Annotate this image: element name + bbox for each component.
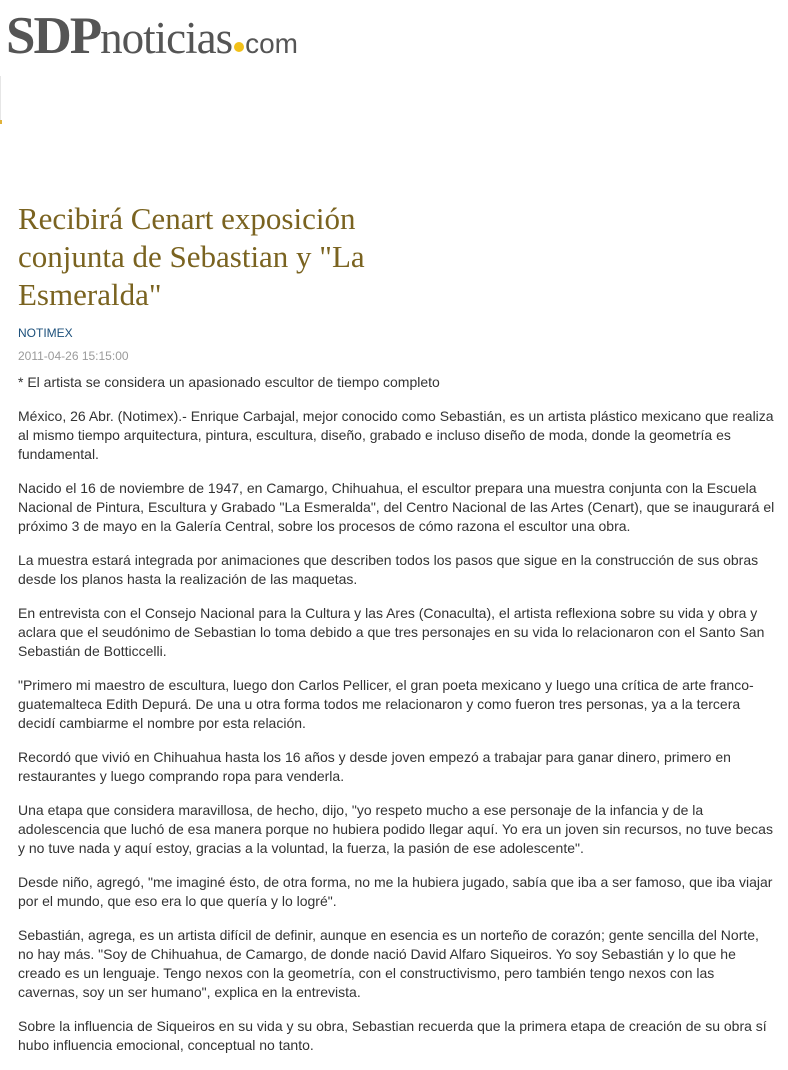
article — [18, 200, 778, 1070]
side-accent-mark — [0, 120, 2, 124]
article-paragraph: Recordó que vivió en Chihuahua hasta los 16 años y desde joven empezó a trabajar para ganar dinero, primero en restaurantes y luego comprando ropa para venderla. — [18, 749, 731, 784]
article-paragraph: "Primero mi maestro de escultura, luego don Carlos Pellicer, el gran poeta mexicano y luego una crítica de arte franco-guatemalteca Edith Depurá. De una u otra forma todos me relacionaron y como fueron tres personas, ya a la tercera decidí cambiarme el nombre por esta relación. — [18, 677, 754, 731]
logo-sdp-text: SDP — [6, 7, 101, 65]
logo-dot-icon — [234, 42, 244, 52]
side-divider — [0, 76, 1, 122]
article-headline: Recibirá Cenart exposición conjunta de Sebastian y "La Esmeralda" — [18, 201, 365, 312]
logo-domain-text: com — [245, 28, 299, 59]
article-paragraph: México, 26 Abr. (Notimex).- Enrique Carbajal, mejor conocido como Sebastián, es un artista plástico mexicano que realiza al mismo tiempo arquitectura, pintura, escultura, diseño, grabado e incluso diseño de moda, donde la geometría es fundamental. — [18, 408, 774, 462]
article-paragraph: Sebastián, agrega, es un artista difícil de definir, aunque en esencia es un norteño de corazón; gente sencilla del Norte, no hay más. "Soy de Chihuahua, de Camargo, de donde nació David Alfaro Siqueiros. Yo soy Sebastián y lo que he creado es un lenguaje. Tengo nexos con la geometría, con el constructivismo, pero también tengo nexos con las cavernas, soy un ser humano", explica en la entrevista. — [18, 927, 759, 1000]
article-paragraph: Desde niño, agregó, "me imaginé ésto, de otra forma, no me la hubiera jugado, sabía que iba a ser famoso, que iba viajar por el mundo, que eso era lo que quería y lo logré". — [18, 874, 773, 909]
article-timestamp: 2011-04-26 15:15:00 — [18, 349, 129, 363]
article-paragraph: Sobre la influencia de Siqueiros en su vida y su obra, Sebastian recuerda que la primera etapa de creación de su obra sí hubo influencia emocional, conceptual no tanto. — [18, 1018, 767, 1053]
article-paragraph: En entrevista con el Consejo Nacional para la Cultura y las Ares (Conaculta), el artista reflexiona sobre su vida y obra y aclara que el seudónimo de Sebastian lo toma debido a que tres personajes en su vida lo relacionaron con el Santo San Sebastián de Botticcelli. — [18, 605, 765, 659]
article-paragraph: Nacido el 16 de noviembre de 1947, en Camargo, Chihuahua, el escultor prepara una muestra conjunta con la Escuela Nacional de Pintura, Escultura y Grabado "La Esmeralda", del Centro Nacional de las Artes (Cenart), que se inaugurará el próximo 3 de mayo en la Galería Central, sobre los procesos de cómo razona el escultor una obra. — [18, 480, 775, 534]
site-logo[interactable] — [6, 7, 299, 72]
article-paragraph: La muestra estará integrada por animaciones que describen todos los pasos que sigue en la construcción de sus obras desde los planos hasta la realización de las maquetas. — [18, 552, 759, 587]
article-source-link[interactable]: NOTIMEX — [18, 326, 73, 340]
logo-noticias-text: noticias — [100, 13, 233, 63]
article-summary: * El artista se considera un apasionado escultor de tiempo completo — [18, 374, 440, 390]
article-paragraph: Una etapa que considera maravillosa, de hecho, dijo, "yo respeto mucho a ese personaje de la infancia y de la adolescencia que luchó de esa manera porque no hubiera podido llegar aquí. Yo era un joven sin recursos, no tuve becas y no tuve nada y aquí estoy, gracias a la voluntad, la fuerza, la pasión de ese adolescente". — [18, 802, 773, 856]
